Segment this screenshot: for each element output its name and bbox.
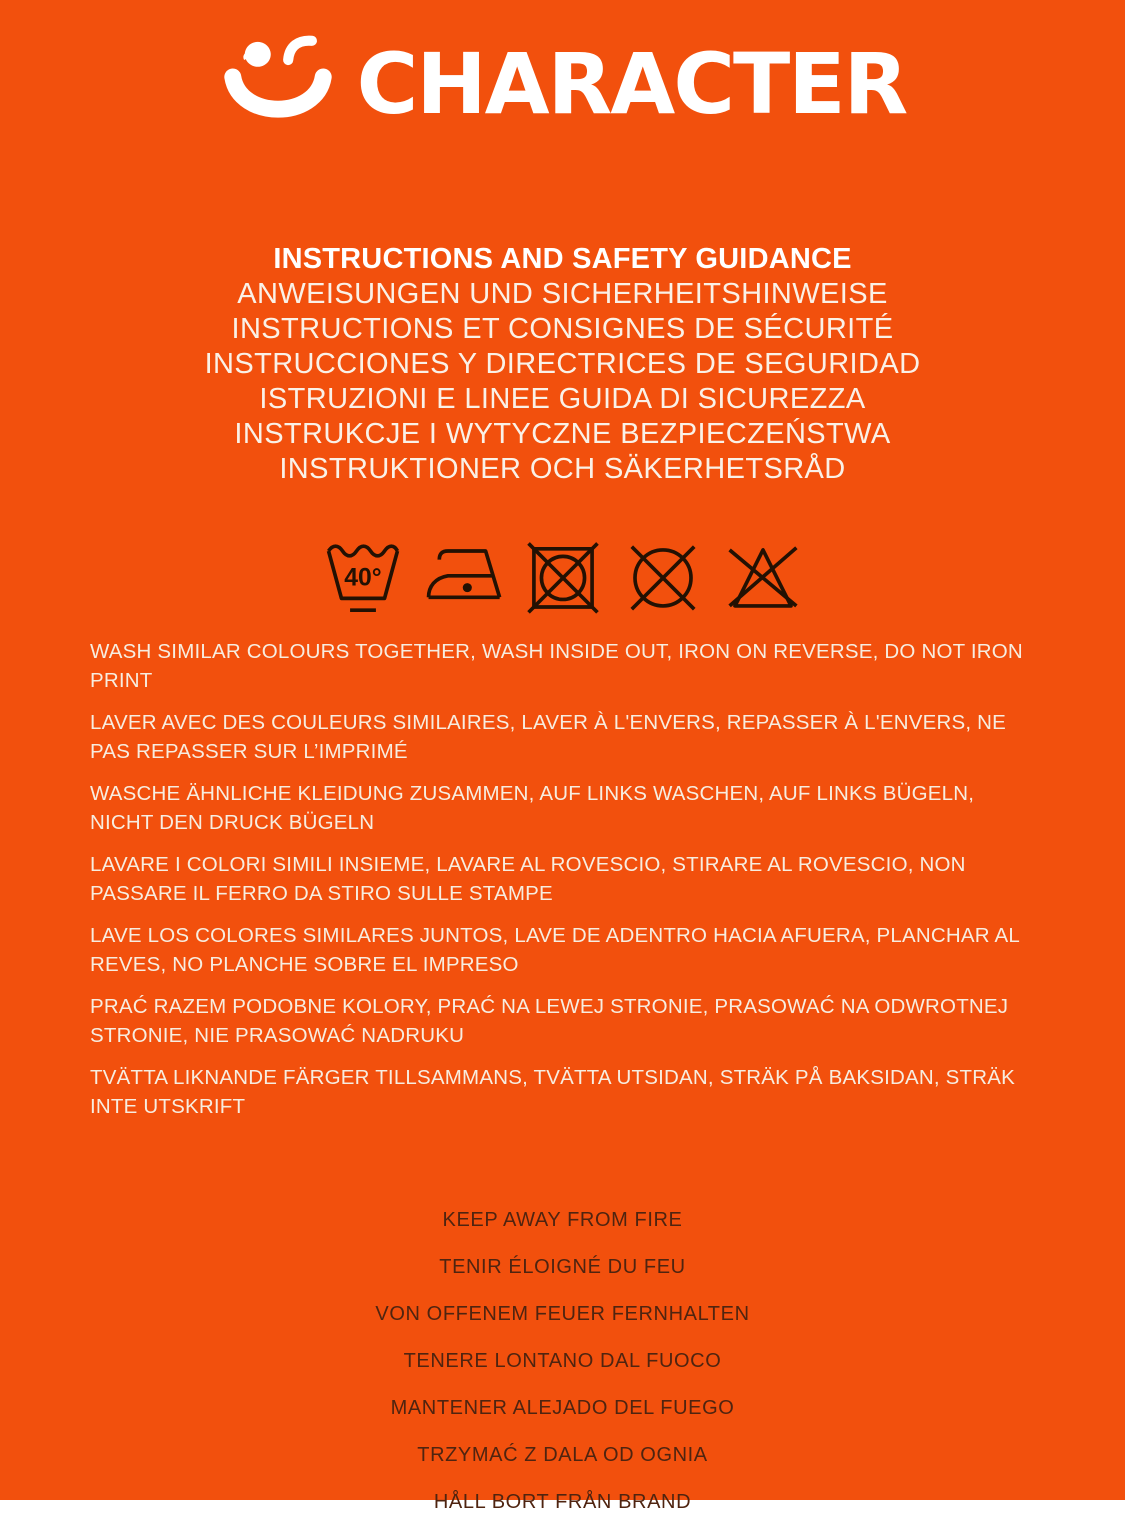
do-not-bleach-icon bbox=[724, 537, 802, 621]
care-instruction-german: WASCHE ÄHNLICHE KLEIDUNG ZUSAMMEN, AUF LINKS WASCHEN, AUF LINKS BÜGELN, NICHT DEN DRUCK BÜGELN bbox=[90, 782, 975, 834]
iron-low-temperature-icon bbox=[424, 537, 502, 621]
brand-logo bbox=[0, 0, 1125, 138]
svg-text:40°: 40° bbox=[343, 564, 382, 592]
care-instruction-english: WASH SIMILAR COLOURS TOGETHER, WASH INSIDE OUT, IRON ON REVERSE, DO NOT IRON PRINT bbox=[90, 640, 1023, 692]
fire-warning-english: KEEP AWAY FROM FIRE bbox=[442, 1209, 683, 1231]
heading-line-french: INSTRUCTIONS ET CONSIGNES DE SÉCURITÉ bbox=[231, 313, 894, 345]
heading-line-swedish: INSTRUKTIONER OCH SÄKERHETSRÅD bbox=[279, 453, 846, 485]
heading-line-polish: INSTRUKCJE I WYTYCZNE BEZPIECZEŃSTWA bbox=[234, 418, 891, 450]
heading-block bbox=[0, 242, 1125, 487]
heading-line-spanish: INSTRUCCIONES Y DIRECTRICES DE SEGURIDAD bbox=[204, 348, 921, 380]
fire-warnings-block bbox=[0, 1197, 1125, 1526]
heading-line-italian: ISTRUZIONI E LINEE GUIDA DI SICUREZZA bbox=[259, 383, 866, 415]
winking-smiley-icon bbox=[219, 34, 337, 138]
do-not-dry-clean-icon bbox=[624, 537, 702, 621]
fire-warning-german: VON OFFENEM FEUER FERNHALTEN bbox=[375, 1303, 750, 1325]
care-instruction-french: LAVER AVEC DES COULEURS SIMILAIRES, LAVER À L'ENVERS, REPASSER À L'ENVERS, NE PAS REPASSER SUR L’IMPRIMÉ bbox=[90, 711, 1007, 763]
heading-line-english: INSTRUCTIONS AND SAFETY GUIDANCE bbox=[273, 243, 852, 275]
care-instruction-spanish: LAVE LOS COLORES SIMILARES JUNTOS, LAVE DE ADENTRO HACIA AFUERA, PLANCHAR AL REVES, NO PLANCHE SOBRE EL IMPRESO bbox=[90, 924, 1020, 976]
fire-warning-spanish: MANTENER ALEJADO DEL FUEGO bbox=[390, 1397, 735, 1419]
care-symbols-row bbox=[0, 537, 1125, 621]
fire-warning-swedish: HÅLL BORT FRÅN BRAND bbox=[433, 1491, 692, 1513]
care-instruction-swedish: TVÄTTA LIKNANDE FÄRGER TILLSAMMANS, TVÄTTA UTSIDAN, STRÄK PÅ BAKSIDAN, STRÄK INTE UTSKRIFT bbox=[90, 1066, 1015, 1118]
care-instructions-block bbox=[90, 637, 1039, 1121]
fire-warning-italian: TENERE LONTANO DAL FUOCO bbox=[403, 1350, 722, 1372]
do-not-tumble-dry-icon bbox=[524, 537, 602, 621]
heading-line-german: ANWEISUNGEN UND SICHERHEITSHINWEISE bbox=[237, 278, 888, 310]
care-instruction-polish: PRAĆ RAZEM PODOBNE KOLORY, PRAĆ NA LEWEJ STRONIE, PRASOWAĆ NA ODWROTNEJ STRONIE, NIE PRASOWAĆ NADRUKU bbox=[90, 995, 1009, 1047]
fire-warning-polish: TRZYMAĆ Z DALA OD OGNIA bbox=[417, 1444, 708, 1466]
brand-name: CHARACTER bbox=[356, 35, 907, 133]
care-instruction-italian: LAVARE I COLORI SIMILI INSIEME, LAVARE AL ROVESCIO, STIRARE AL ROVESCIO, NON PASSARE IL FERRO DA STIRO SULLE STAMPE bbox=[90, 853, 966, 905]
fire-warning-french: TENIR ÉLOIGNÉ DU FEU bbox=[439, 1256, 686, 1278]
wash-40-degrees-mild-icon bbox=[324, 537, 402, 621]
